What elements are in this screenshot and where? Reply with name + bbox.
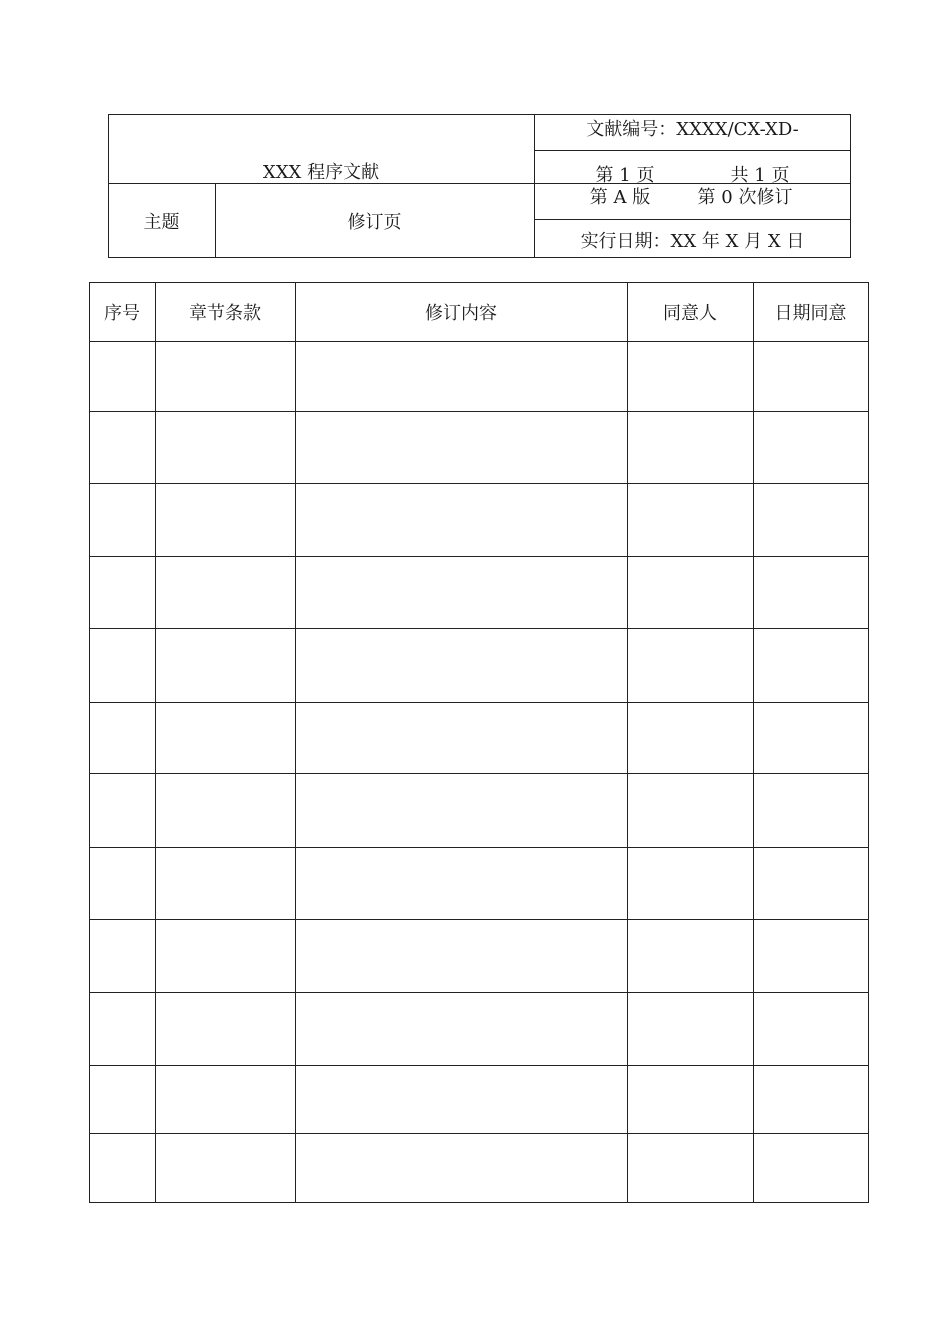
table-cell-approver: [627, 341, 753, 411]
table-cell-content: [295, 992, 627, 1065]
table-cell-content: [295, 919, 627, 992]
edition: 第 A 版: [589, 187, 651, 208]
table-cell-clause: [155, 341, 295, 411]
document-title: XXX 程序文献: [262, 162, 380, 183]
header-divider-right-1: [534, 150, 851, 151]
table-cell-approver: [627, 919, 753, 992]
table-cell-seq: [89, 1065, 155, 1133]
table-cell-content: [295, 483, 627, 556]
table-cell-content: [295, 411, 627, 483]
table-cell-content: [295, 702, 627, 773]
page-total: 共 1 页: [730, 165, 790, 186]
table-cell-approver: [627, 556, 753, 628]
table-cell-approver: [627, 773, 753, 847]
table-cell-content: [295, 773, 627, 847]
table-cell-content: [295, 556, 627, 628]
table-cell-approver: [627, 1133, 753, 1202]
table-cell-content: [295, 628, 627, 702]
table-cell-content: [295, 1065, 627, 1133]
table-cell-approver: [627, 411, 753, 483]
table-cell-content: [295, 1133, 627, 1202]
table-cell-clause: [155, 847, 295, 919]
table-cell-date: [753, 341, 868, 411]
table-cell-date: [753, 1065, 868, 1133]
table-cell-date: [753, 919, 868, 992]
table-cell-approver: [627, 847, 753, 919]
table-cell-clause: [155, 556, 295, 628]
table-cell-content: [295, 847, 627, 919]
table-cell-date: [753, 773, 868, 847]
table-cell-date: [753, 992, 868, 1065]
table-cell-clause: [155, 773, 295, 847]
document-number: 文献编号：XXXX/CX-XD-: [586, 119, 799, 140]
table-cell-clause: [155, 992, 295, 1065]
table-cell-date: [753, 1133, 868, 1202]
effective-date: 实行日期：XX 年 X 月 X 日: [580, 230, 805, 252]
table-cell-clause: [155, 483, 295, 556]
table-cell-approver: [627, 992, 753, 1065]
subject-value: 修订页: [347, 211, 402, 233]
header-divider-right-2: [534, 219, 851, 220]
table-cell-approver: [627, 702, 753, 773]
table-cell-seq: [89, 919, 155, 992]
table-cell-approver: [627, 483, 753, 556]
table-cell-clause: [155, 1065, 295, 1133]
table-cell-seq: [89, 1133, 155, 1202]
table-cell-seq: [89, 628, 155, 702]
table-hline: [89, 1202, 869, 1203]
table-cell-date: [753, 556, 868, 628]
table-cell-clause: [155, 411, 295, 483]
table-cell-seq: [89, 556, 155, 628]
table-cell-clause: [155, 628, 295, 702]
table-cell-date: [753, 702, 868, 773]
table-cell-approver: [627, 628, 753, 702]
revision-count: 第 0 次修订: [697, 187, 793, 208]
table-cell-seq: [89, 483, 155, 556]
table-cell-date: [753, 847, 868, 919]
table-cell-date: [753, 628, 868, 702]
table-vline: [868, 282, 869, 1203]
table-cell-clause: [155, 1133, 295, 1202]
table-cell-seq: [89, 847, 155, 919]
table-cell-content: [295, 341, 627, 411]
table-cell-seq: [89, 341, 155, 411]
column-header-clause: 章节条款: [189, 302, 261, 324]
table-cell-clause: [155, 919, 295, 992]
table-cell-date: [753, 483, 868, 556]
subject-label: 主题: [143, 211, 180, 233]
column-header-seq: 序号: [104, 302, 140, 324]
page-number: 第 1 页: [595, 165, 655, 186]
column-header-date: 日期同意: [774, 302, 847, 324]
table-cell-seq: [89, 702, 155, 773]
column-header-approver: 同意人: [663, 302, 717, 324]
table-cell-date: [753, 411, 868, 483]
table-cell-seq: [89, 773, 155, 847]
table-cell-clause: [155, 702, 295, 773]
table-cell-seq: [89, 411, 155, 483]
table-cell-seq: [89, 992, 155, 1065]
column-header-content: 修订内容: [425, 302, 497, 324]
table-cell-approver: [627, 1065, 753, 1133]
